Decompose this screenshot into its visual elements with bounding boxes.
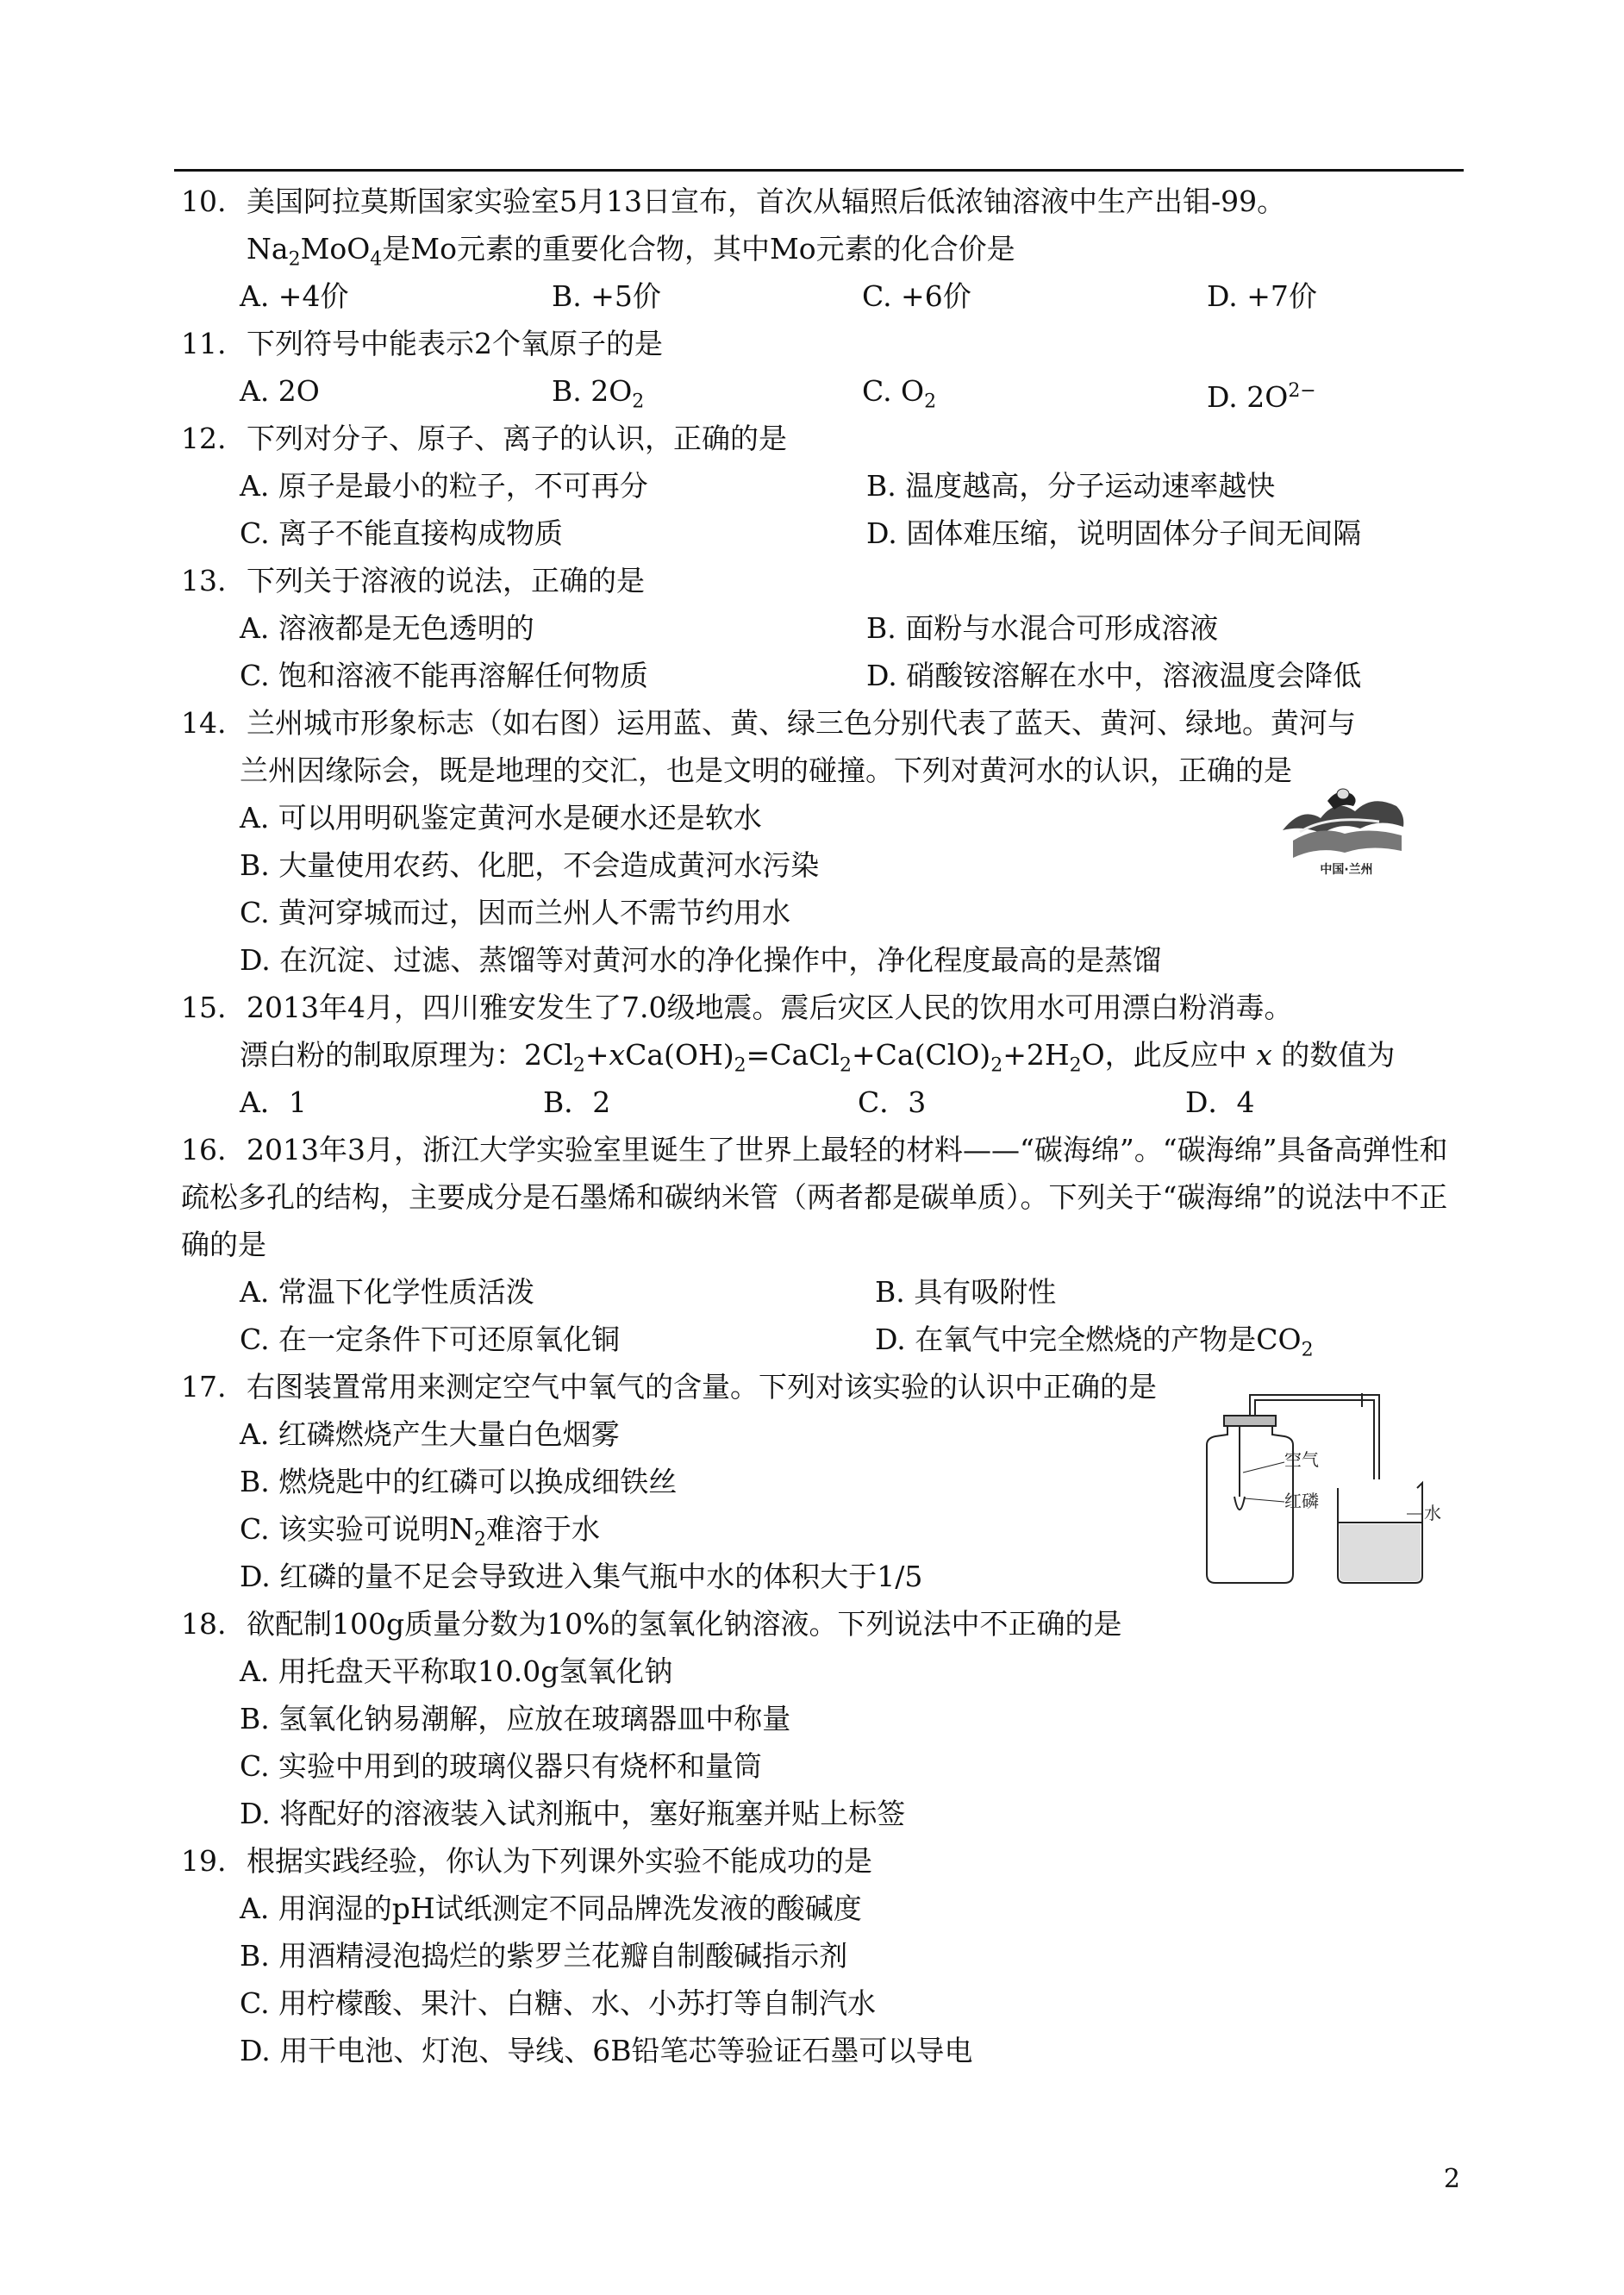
question-stem: 欲配制100g质量分数为10%的氢氧化钠溶液。下列说法中不正确的是: [247, 1607, 1122, 1641]
q10-line-2: [181, 225, 1474, 272]
q18-line-1: [181, 1600, 1474, 1648]
option-d: D．4: [1185, 1085, 1255, 1119]
q14-line-1: [181, 699, 1474, 747]
option-d: D. 在氧气中完全燃烧的产物是$CO_2$: [875, 1323, 1314, 1361]
q18-option-row: [181, 1790, 1474, 1837]
q18-option-row: [181, 1742, 1474, 1790]
q16-options-row-1: [181, 1268, 1474, 1316]
question-stem: 2013年4月，四川雅安发生了7.0级地震。震后灾区人民的饮用水可用漂白粉消毒。: [247, 991, 1293, 1024]
option-d: D. +7价: [1207, 279, 1317, 313]
question-number: 12.: [181, 422, 227, 455]
q19-line-1: [181, 1837, 1474, 1885]
option-a: A. 2O: [240, 374, 320, 408]
question-number: 15.: [181, 991, 227, 1024]
question-stem: 兰州城市形象标志（如右图）运用蓝、黄、绿三色分别代表了蓝天、黄河、绿地。黄河与: [247, 706, 1356, 740]
option-c: C．3: [858, 1085, 927, 1119]
option-a: A. 可以用明矾鉴定黄河水是硬水还是软水: [240, 801, 762, 835]
header-rule: [174, 169, 1464, 172]
q11-line-1: [181, 320, 1474, 367]
label-water: 水: [1424, 1503, 1441, 1523]
option-b: B. +5价: [552, 279, 661, 313]
question-number: 11.: [181, 327, 227, 360]
q18-option-row: [181, 1648, 1474, 1695]
option-b: B. 燃烧匙中的红磷可以换成细铁丝: [240, 1465, 678, 1498]
q19-option-row: [181, 1932, 1474, 1979]
q13-options-row-2: [181, 652, 1474, 699]
question-stem-continued: 兰州因缘际会，既是地理的交汇，也是文明的碰撞。下列对黄河水的认识，正确的是: [240, 754, 1292, 787]
option-b: B. 面粉与水混合可形成溶液: [866, 611, 1219, 645]
q14-options-block: [181, 794, 1474, 984]
option-b: B. $2O_2$: [552, 374, 645, 413]
q13-options-row-1: [181, 604, 1474, 652]
q12-line-1: [181, 415, 1474, 462]
label-air: 空气: [1284, 1449, 1319, 1470]
option-d: D. 在沉淀、过滤、蒸馏等对黄河水的净化操作中，净化程度最高的是蒸馏: [240, 943, 1162, 977]
option-a: A. 用润湿的pH试纸测定不同品牌洗发液的酸碱度: [240, 1892, 862, 1925]
option-d: D. 硝酸铵溶解在水中，溶液温度会降低: [866, 659, 1362, 692]
option-c: C. +6价: [862, 279, 971, 313]
option-c: C. 实验中用到的玻璃仪器只有烧杯和量筒: [240, 1749, 763, 1783]
option-a: A. 原子是最小的粒子，不可再分: [240, 469, 648, 503]
q18-option-row: [181, 1695, 1474, 1742]
page-number: 2: [1443, 2164, 1460, 2194]
question-stem: 根据实践经验，你认为下列课外实验不能成功的是: [247, 1844, 872, 1878]
question-number: 18.: [181, 1607, 227, 1641]
question-number: 10.: [181, 184, 227, 218]
option-c: C. 用柠檬酸、果汁、白糖、水、小苏打等自制汽水: [240, 1986, 877, 2020]
question-stem: 美国阿拉莫斯国家实验室5月13日宣布，首次从辐照后低浓铀溶液中生产出钼-99。: [247, 184, 1286, 218]
option-c: C. 离子不能直接构成物质: [240, 516, 564, 550]
logo-caption: 中国·兰州: [1320, 863, 1373, 877]
q11-options: [181, 367, 1474, 415]
option-a: A. +4价: [240, 279, 349, 313]
option-a: A. 红磷燃烧产生大量白色烟雾: [240, 1417, 620, 1451]
option-d: D. 红磷的量不足会导致进入集气瓶中水的体积大于1/5: [240, 1560, 923, 1593]
q13-line-1: [181, 557, 1474, 604]
option-a: A. 常温下化学性质活泼: [240, 1275, 534, 1309]
option-b: B. 温度越高，分子运动速率越快: [866, 469, 1276, 503]
question-stem: 右图装置常用来测定空气中氧气的含量。下列对该实验的认识中正确的是: [247, 1370, 1157, 1404]
question-stem-equation: 漂白粉的制取原理为：$2Cl_2+xCa(OH)_2=CaCl_2+Ca(ClO)_2+2H_2O$，此反应中 x 的数值为: [240, 1038, 1396, 1077]
option-d: D. $2O^{2-}$: [1207, 380, 1316, 414]
option-c: C. 黄河穿城而过，因而兰州人不需节约用水: [240, 896, 791, 929]
question-number: 13.: [181, 564, 227, 597]
q15-line-2: [181, 1031, 1474, 1079]
q14-option-row: [181, 936, 1474, 984]
option-d: D. 用干电池、灯泡、导线、6B铅笔芯等验证石墨可以导电: [240, 2034, 973, 2067]
oxygen-apparatus-figure: [1190, 1393, 1441, 1591]
option-d: D. 将配好的溶液装入试剂瓶中，塞好瓶塞并贴上标签: [240, 1797, 906, 1830]
q14-option-row: [181, 889, 1474, 936]
q16-stem-block: [181, 1126, 1474, 1268]
question-stem-continued: $Na_2MoO_4$是Mo元素的重要化合物，其中Mo元素的化合价是: [247, 232, 1015, 271]
option-b: B. 具有吸附性: [875, 1275, 1057, 1309]
question-stem: 下列符号中能表示2个氧原子的是: [247, 327, 663, 360]
option-c: C. 该实验可说明$N_2$难溶于水: [240, 1512, 600, 1551]
label-red-phosphorus: 红磷: [1284, 1491, 1319, 1511]
q17-options-block: [181, 1410, 1474, 1600]
question-number: 14.: [181, 706, 227, 740]
option-c: C. 饱和溶液不能再溶解任何物质: [240, 659, 649, 692]
option-a: A. 溶液都是无色透明的: [240, 611, 534, 645]
q10-options: [181, 272, 1474, 320]
option-b: B. 氢氧化钠易潮解，应放在玻璃器皿中称量: [240, 1702, 791, 1735]
option-d: D. 固体难压缩，说明固体分子间无间隔: [866, 516, 1362, 550]
question-number: 16.: [181, 1133, 227, 1166]
question-number: 17.: [181, 1370, 227, 1404]
q19-option-row: [181, 2027, 1474, 2074]
q15-options: [181, 1079, 1474, 1126]
option-c: C. 在一定条件下可还原氧化铜: [240, 1323, 621, 1356]
q10-line-1: [181, 178, 1474, 225]
q19-option-row: [181, 1979, 1474, 2027]
lanzhou-logo-figure: [1276, 780, 1414, 884]
q15-line-1: [181, 984, 1474, 1031]
option-c: C. $O_2$: [862, 374, 937, 413]
option-b: B. 用酒精浸泡捣烂的紫罗兰花瓣自制酸碱指示剂: [240, 1939, 848, 1973]
option-a: A. 用托盘天平称取10.0g氢氧化钠: [240, 1654, 673, 1688]
question-stem: 下列对分子、原子、离子的认识，正确的是: [247, 422, 787, 455]
question-number: 19.: [181, 1844, 227, 1878]
option-b: B. 大量使用农药、化肥，不会造成黄河水污染: [240, 848, 820, 882]
q19-option-row: [181, 1885, 1474, 1932]
q16-options-row-2: [181, 1316, 1474, 1363]
question-stem: 2013年3月，浙江大学实验室里诞生了世界上最轻的材料——“碳海绵”。“碳海绵”具备高弹性和疏松多孔的结构，主要成分是石墨烯和碳纳米管（两者都是碳单质）。下列关于“碳海绵”的说法中不正确的是: [181, 1133, 1448, 1261]
option-a: A．1: [240, 1085, 307, 1119]
question-stem: 下列关于溶液的说法，正确的是: [247, 564, 645, 597]
option-b: B．2: [543, 1085, 611, 1119]
exam-page: [181, 178, 1474, 2074]
q12-options-row-1: [181, 462, 1474, 510]
q12-options-row-2: [181, 510, 1474, 557]
